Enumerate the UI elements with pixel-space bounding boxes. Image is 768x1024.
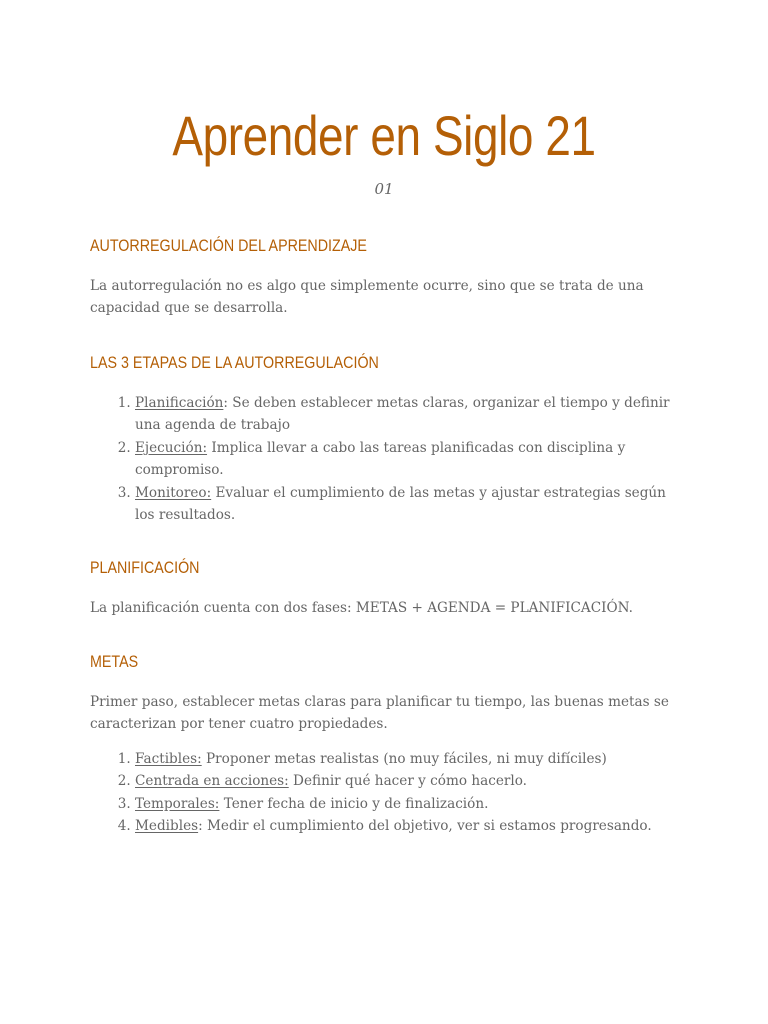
list-item [135, 793, 680, 815]
list-item-text: Proponer metas realistas (no muy fáciles, ni muy difíciles) [201, 751, 607, 767]
list-item [135, 437, 680, 482]
section-heading: METAS [90, 652, 139, 671]
list-item-term: Medibles [135, 818, 199, 835]
list-item [135, 748, 680, 770]
section-metas [90, 651, 680, 838]
list-item-term: Ejecución: [135, 439, 208, 456]
document-subtitle: 01 [374, 180, 394, 198]
list-item-text: : Medir el cumplimiento del objetivo, ver si estamos progresando. [198, 818, 652, 835]
list-item-text: Evaluar el cumplimiento de las metas y ajustar estrategias según los resultados. [135, 484, 666, 524]
list-item-term: Monitoreo: [135, 484, 212, 501]
section-heading: LAS 3 ETAPAS DE LA AUTORREGULACIÓN [90, 353, 379, 372]
list-item [135, 770, 680, 792]
section-heading: AUTORREGULACIÓN DEL APRENDIZAJE [90, 236, 367, 255]
list-item [135, 482, 680, 527]
document-title: Aprender en Siglo 21 [172, 104, 596, 167]
section-heading: PLANIFICACIÓN [90, 558, 200, 577]
list-item-text: : Se deben establecer metas claras, organizar el tiempo y definir una agenda de trabajo [135, 395, 670, 434]
section-etapas [90, 352, 680, 526]
list-item [135, 392, 680, 437]
metas-list [90, 748, 680, 838]
list-item-text: Definir qué hacer y cómo hacerlo. [288, 773, 527, 790]
section-planificacion [90, 557, 680, 619]
section-paragraph: La autorregulación no es algo que simplemente ocurre, sino que se trata de una capacidad que se desarrolla. [90, 278, 644, 316]
etapas-list [90, 392, 680, 526]
section-autorregulacion [90, 235, 680, 319]
list-item-term: Centrada en acciones: [135, 773, 289, 790]
section-paragraph: Primer paso, establecer metas claras para planificar tu tiempo, las buenas metas se caracterizan por tener cuatro propiedades. [90, 694, 669, 732]
list-item-term: Factibles: [135, 751, 202, 767]
list-item-text: Implica llevar a cabo las tareas planificadas con disciplina y compromiso. [135, 439, 626, 479]
list-item-text: Tener fecha de inicio y de finalización. [219, 795, 489, 812]
section-paragraph: La planificación cuenta con dos fases: METAS + AGENDA = PLANIFICACIÓN. [90, 600, 633, 616]
list-item-term: Planificación [135, 395, 224, 411]
list-item [135, 815, 680, 837]
list-item-term: Temporales: [135, 795, 220, 812]
